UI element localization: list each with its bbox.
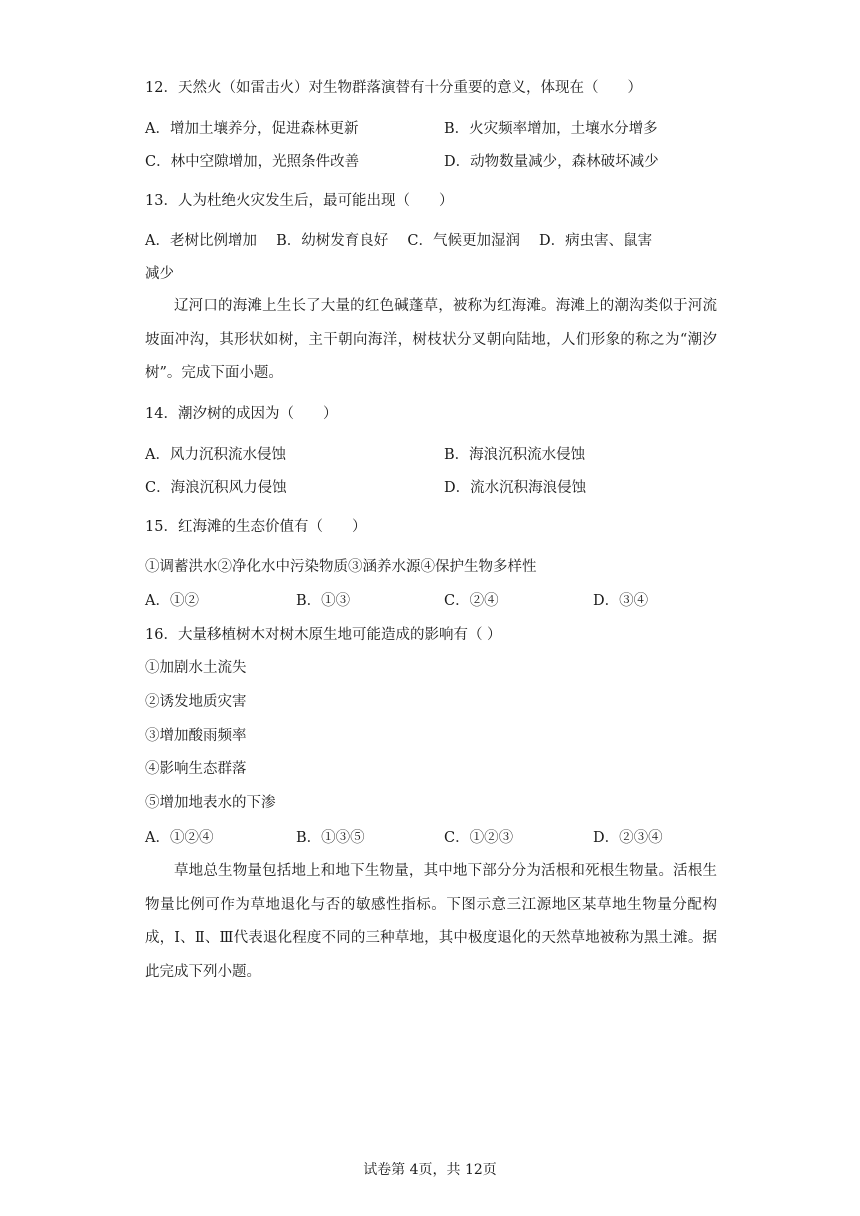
question-16-stem: 16．大量移植树木对树木原生地可能造成的影响有（ ） — [145, 627, 502, 643]
q14-option-c: C．海浪沉积风力侵蚀 — [145, 480, 287, 496]
question-15-stem: 15．红海滩的生态价值有（ ） — [145, 519, 367, 535]
q15-items: ①调蓄洪水②净化水中污染物质③涵养水源④保护生物多样性 — [145, 559, 537, 575]
q16-item-3: ③增加酸雨频率 — [145, 728, 247, 744]
q16-item-4: ④影响生态群落 — [145, 761, 247, 777]
question-12-stem: 12．天然火（如雷击火）对生物群落演替有十分重要的意义，体现在（ ） — [145, 80, 642, 96]
q13-options-wrap: 减少 — [145, 266, 174, 282]
q15-option-b: B．①③ — [296, 593, 351, 609]
q14-option-a: A．风力沉积流水侵蚀 — [145, 447, 286, 463]
q15-option-d: D．③④ — [593, 593, 649, 609]
q16-option-d: D．②③④ — [593, 830, 663, 846]
q12-option-b: B．火灾频率增加，土壤水分增多 — [444, 121, 658, 137]
passage-red-beach: 辽河口的海滩上生长了大量的红色碱蓬草，被称为红海滩。海滩上的潮沟类似于河流坡面冲沟，其形状如树，主干朝向海洋，树枝状分叉朝向陆地，人们形象的称之为“潮汐树”。完成下面小题。 — [145, 298, 717, 381]
q16-option-c: C．①②③ — [444, 830, 514, 846]
q16-item-5: ⑤增加地表水的下渗 — [145, 795, 276, 811]
question-14-stem: 14．潮汐树的成因为（ ） — [145, 406, 338, 422]
q13-options-line: A．老树比例增加 B．幼树发育良好 C．气候更加湿润 D．病虫害、鼠害 — [145, 233, 653, 249]
q12-option-c: C．林中空隙增加，光照条件改善 — [145, 154, 360, 170]
q12-option-a: A．增加土壤养分，促进森林更新 — [145, 121, 359, 137]
q16-option-b: B．①③⑤ — [296, 830, 365, 846]
question-13-stem: 13．人为杜绝火灾发生后，最可能出现（ ） — [145, 193, 454, 209]
q16-item-1: ①加剧水土流失 — [145, 660, 247, 676]
q16-item-2: ②诱发地质灾害 — [145, 694, 247, 710]
q14-option-b: B．海浪沉积流水侵蚀 — [444, 447, 586, 463]
page-footer: 试卷第 4页，共 12页 — [363, 1162, 497, 1178]
q12-option-d: D．动物数量减少，森林破坏减少 — [444, 154, 659, 170]
q15-option-c: C．②④ — [444, 593, 499, 609]
q14-option-d: D．流水沉积海浪侵蚀 — [444, 480, 587, 496]
q15-option-a: A．①② — [145, 593, 199, 609]
passage-grassland-biomass: 草地总生物量包括地上和地下生物量，其中地下部分分为活根和死根生物量。活根生物量比例可作为草地退化与否的敏感性指标。下图示意三江源地区某草地生物量分配构成，Ⅰ、Ⅱ、Ⅲ代表退化程度不同的三种草地，其中极度退化的天然草地被称为黑土滩。据此完成下列小题。 — [145, 863, 717, 980]
q16-option-a: A．①②④ — [145, 830, 214, 846]
